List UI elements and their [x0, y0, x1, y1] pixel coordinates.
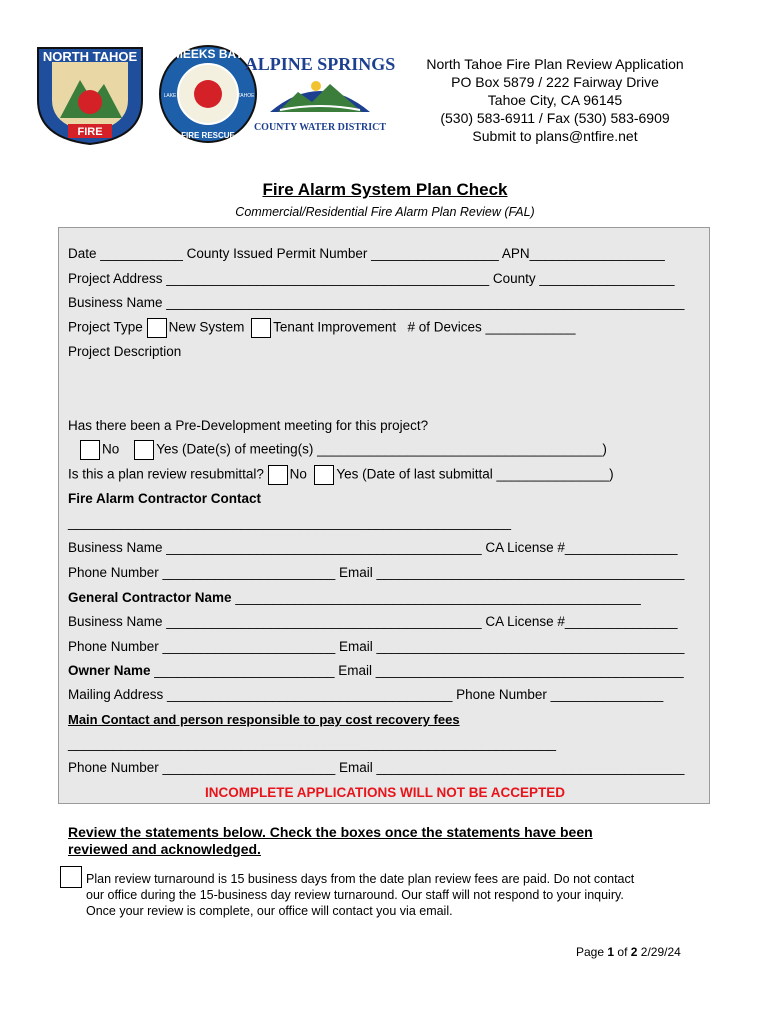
meeks-bay-bottom-text: FIRE RESCUE [181, 131, 235, 140]
header-address-line: PO Box 5879 / 222 Fairway Drive [451, 74, 659, 90]
north-tahoe-top-text: NORTH TAHOE [42, 49, 138, 64]
resubmittal-yes-label[interactable]: Yes (Date of last submittal _______________) [336, 466, 614, 482]
project-type-label: Project Type [68, 319, 143, 335]
mailing-address-row[interactable]: Mailing Address ______________________________________ Phone Number _______________ [68, 687, 664, 702]
meeks-bay-top-text: MEEKS BAY [172, 47, 244, 61]
resubmittal-no-label: No [289, 466, 307, 482]
review-heading [68, 824, 708, 858]
predev-options-row [80, 440, 607, 460]
fa-contractor-field[interactable]: ___________________________________________________________ [68, 515, 511, 530]
fa-contractor-label: Fire Alarm Contractor Contact [68, 491, 262, 506]
predev-question: Has there been a Pre-Development meeting for this project? [68, 418, 429, 433]
resubmittal-no-checkbox[interactable] [268, 465, 288, 485]
footer-page-number: 1 [607, 945, 615, 959]
page-footer [576, 945, 681, 959]
resubmittal-row [68, 465, 614, 485]
gc-phone-email-row[interactable]: Phone Number _______________________ Email _________________________________________ [68, 639, 685, 654]
document-subtitle: Commercial/Residential Fire Alarm Plan Review (FAL) [235, 205, 535, 219]
project-type-row [68, 318, 576, 338]
header-city-line: Tahoe City, CA 96145 [487, 92, 623, 108]
predev-yes-checkbox[interactable] [134, 440, 154, 460]
north-tahoe-bottom-text: FIRE [77, 126, 103, 138]
tenant-improvement-checkbox[interactable] [251, 318, 271, 338]
predev-yes-label[interactable]: Yes (Date(s) of meeting(s) ______________________________________) [156, 441, 607, 457]
predev-no-checkbox[interactable] [80, 440, 100, 460]
new-system-label: New System [168, 319, 245, 335]
header-submit-line: Submit to plans@ntfire.net [472, 128, 638, 144]
turnaround-statement [86, 871, 706, 919]
logos-group [30, 40, 396, 145]
fa-phone-email-row[interactable]: Phone Number _______________________ Email _________________________________________ [68, 565, 685, 580]
meeks-bay-left-text: LAKE [163, 93, 177, 99]
turnaround-statement-line-3: Once your review is complete, our office will contact you via email. [86, 904, 453, 918]
owner-row [68, 663, 684, 679]
main-contact-label: Main Contact and person responsible to pay cost recovery fees [68, 712, 460, 727]
review-heading-line-2: reviewed and acknowledged. [68, 841, 261, 857]
main-phone-email-row[interactable]: Phone Number _______________________ Email _________________________________________ [68, 760, 685, 775]
meeks-bay-logo [160, 46, 256, 142]
project-address-row[interactable]: Project Address ___________________________________________ County __________________ [68, 271, 675, 286]
owner-name-label: Owner Name [68, 663, 151, 678]
header-contact-block [385, 55, 725, 145]
review-heading-line-1: Review the statements below. Check the boxes once the statements have been [68, 824, 593, 840]
footer-page-total: 2 [630, 945, 638, 959]
turnaround-statement-line-2: our office during the 15-business day review turnaround. Our staff will not respond to your inquiry. [86, 888, 624, 902]
turnaround-statement-line-1: Plan review turnaround is 15 business days from the date plan review fees are paid. Do not contact [86, 872, 635, 886]
footer-of-word: of [617, 945, 628, 959]
business-name-row[interactable]: Business Name _____________________________________________________________________ [68, 295, 685, 310]
project-description-label: Project Description [68, 344, 182, 359]
gc-name-label: General Contractor Name [68, 590, 232, 605]
main-contact-field[interactable]: _________________________________________________________________ [68, 736, 557, 751]
document-title: Fire Alarm System Plan Check [262, 180, 508, 199]
incomplete-notice: INCOMPLETE APPLICATIONS WILL NOT BE ACCEPTED [204, 785, 565, 800]
date-permit-apn-row[interactable]: Date ___________ County Issued Permit Number _________________ APN__________________ [68, 246, 665, 261]
gc-name-field[interactable]: ______________________________________________________ [235, 590, 641, 605]
header-phone-line: (530) 583-6911 / Fax (530) 583-6909 [440, 110, 670, 126]
header-org-line: North Tahoe Fire Plan Review Application [426, 56, 684, 72]
footer-page-word: Page [576, 945, 605, 959]
north-tahoe-fire-logo [38, 48, 142, 144]
devices-field[interactable]: # of Devices ____________ [407, 319, 576, 335]
owner-fields[interactable]: ________________________ Email _________________________________________ [154, 663, 684, 678]
gc-name-row [68, 590, 641, 606]
meeks-bay-right-text: TAHOE [237, 93, 255, 99]
new-system-checkbox[interactable] [147, 318, 167, 338]
resubmittal-question: Is this a plan review resubmittal? [68, 466, 264, 482]
alpine-springs-top-text: ALPINE SPRINGS [244, 54, 396, 74]
tenant-improvement-label: Tenant Improvement [273, 319, 397, 335]
gc-business-row[interactable]: Business Name __________________________________________ CA License #_______________ [68, 614, 678, 629]
resubmittal-yes-checkbox[interactable] [314, 465, 334, 485]
predev-no-label: No [102, 441, 120, 457]
turnaround-ack-checkbox[interactable] [60, 866, 82, 888]
alpine-springs-bottom-text: COUNTY WATER DISTRICT [253, 122, 387, 133]
fa-business-row[interactable]: Business Name __________________________________________ CA License #_______________ [68, 540, 678, 555]
footer-date: 2/29/24 [640, 945, 681, 959]
alpine-springs-logo [245, 54, 396, 133]
